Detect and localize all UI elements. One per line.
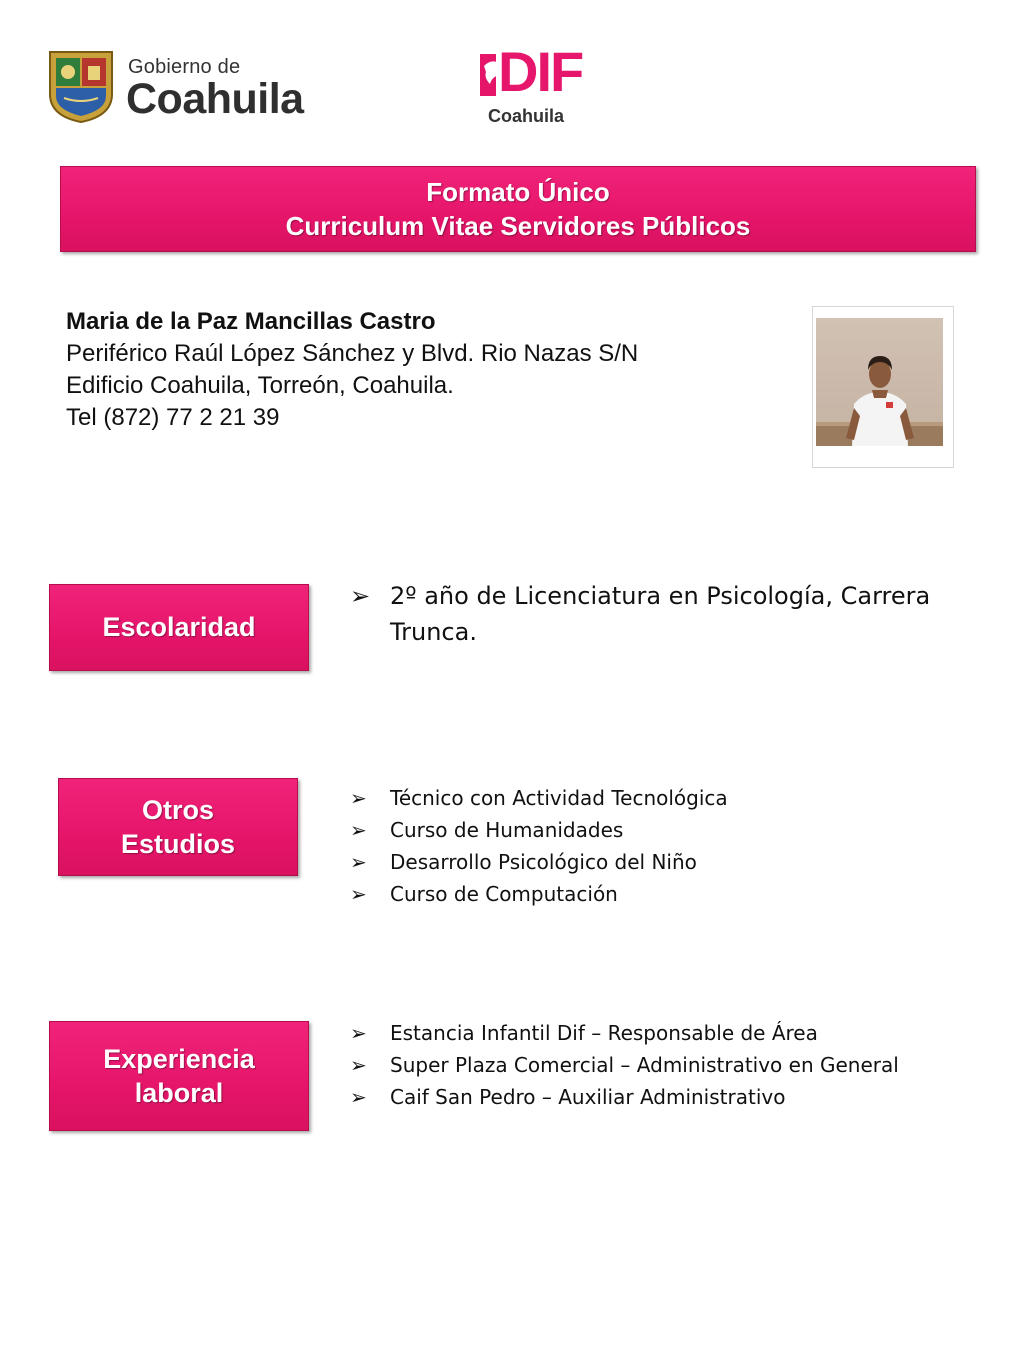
gobierno-de-text: Gobierno de (128, 56, 241, 78)
list-item (348, 846, 968, 878)
section-label-escolaridad (49, 584, 309, 671)
escolaridad-list (348, 578, 968, 650)
phone-number: Tel (872) 77 2 21 39 (66, 404, 280, 431)
list-item-text: Caif San Pedro – Auxiliar Administrativo (390, 1085, 786, 1109)
escolaridad-label: Escolaridad (102, 612, 256, 642)
checkmark-arrow-icon: ➢ (350, 1021, 367, 1045)
title-line-1: Formato Único (426, 177, 610, 207)
title-banner (60, 166, 976, 252)
photo-frame (812, 306, 954, 468)
otros-label-line-2: Estudios (120, 829, 235, 859)
checkmark-arrow-icon: ➢ (350, 786, 367, 810)
section-label-otros-estudios (58, 778, 298, 876)
list-item (348, 578, 968, 650)
list-item (348, 1049, 988, 1081)
checkmark-arrow-icon: ➢ (350, 818, 367, 842)
list-item-text: Técnico con Actividad Tecnológica (390, 786, 728, 810)
otros-label-line-1: Otros (141, 795, 214, 825)
dif-wordmark: DIF (498, 40, 583, 103)
checkmark-arrow-icon: ➢ (350, 882, 367, 906)
otros-estudios-list (348, 782, 968, 910)
list-item (348, 1017, 988, 1049)
experiencia-label-line-1: Experiencia (103, 1044, 255, 1074)
coahuila-crest-icon (44, 46, 118, 124)
contact-info (66, 306, 766, 434)
list-item (348, 814, 968, 846)
checkmark-arrow-icon: ➢ (350, 1053, 367, 1077)
list-item-text: Curso de Computación (390, 882, 618, 906)
list-item-text: Curso de Humanidades (390, 818, 624, 842)
section-label-experiencia (49, 1021, 309, 1131)
list-item-text: 2º año de Licenciatura en Psicología, Carrera Trunca. (390, 582, 931, 646)
checkmark-arrow-icon: ➢ (350, 582, 371, 610)
dif-coahuila-text: Coahuila (488, 106, 565, 126)
list-item (348, 782, 968, 814)
list-item-text: Super Plaza Comercial – Administrativo en General (390, 1053, 899, 1077)
list-item-text: Estancia Infantil Dif – Responsable de Área (390, 1021, 818, 1045)
coahuila-wordmark: Coahuila (126, 75, 304, 123)
list-item-text: Desarrollo Psicológico del Niño (390, 850, 697, 874)
profile-photo (816, 318, 943, 446)
dif-coahuila-logo (476, 40, 586, 128)
list-item (348, 1081, 988, 1113)
experiencia-list (348, 1017, 988, 1113)
list-item (348, 878, 968, 910)
gobierno-coahuila-logo (44, 44, 304, 128)
address-line-1: Periférico Raúl López Sánchez y Blvd. Rio Nazas S/N (66, 340, 639, 367)
experiencia-label-line-2: laboral (134, 1078, 224, 1108)
checkmark-arrow-icon: ➢ (350, 1085, 367, 1109)
address-line-2: Edificio Coahuila, Torreón, Coahuila. (66, 372, 454, 399)
checkmark-arrow-icon: ➢ (350, 850, 367, 874)
person-name: Maria de la Paz Mancillas Castro (66, 308, 436, 335)
title-line-2: Curriculum Vitae Servidores Públicos (285, 211, 751, 241)
